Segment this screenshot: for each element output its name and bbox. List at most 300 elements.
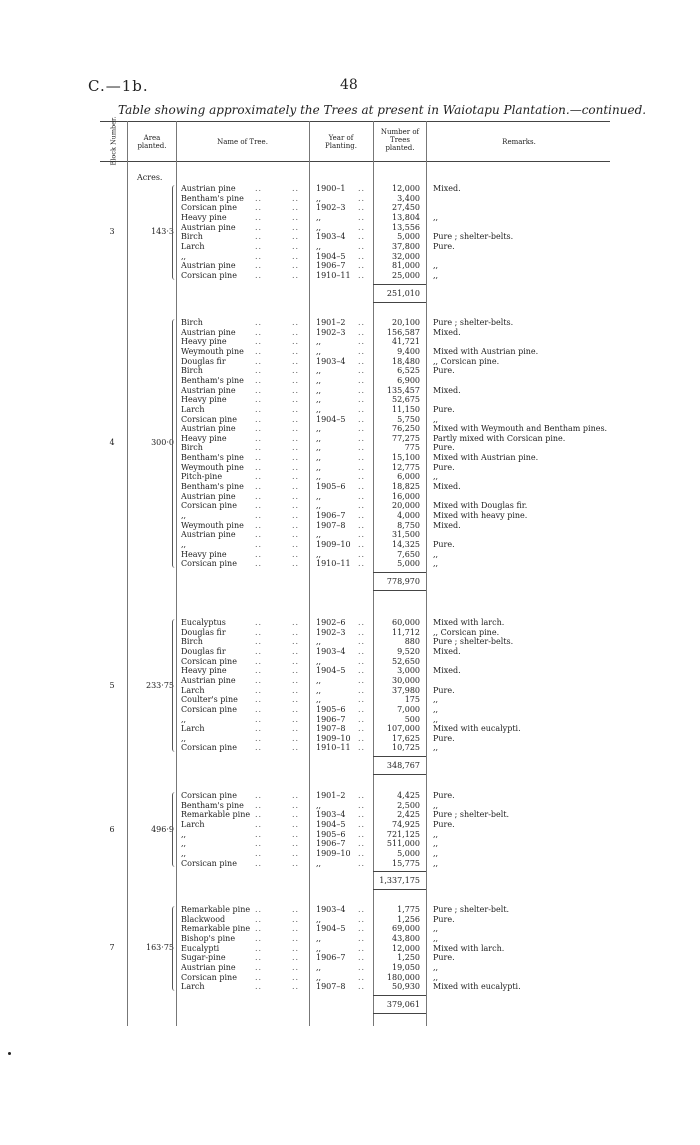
trees-planted: 12,000 — [392, 943, 420, 953]
trees-planted: 31,500 — [392, 530, 420, 540]
tree-name: Corsican pine — [181, 203, 237, 213]
leader-dots: .. — [292, 924, 300, 934]
planting-year: ,, — [316, 337, 322, 347]
remarks: Pure. — [433, 733, 455, 743]
leader-dots: .. — [292, 443, 300, 453]
remarks: ,, — [433, 714, 439, 724]
planting-year: 1900–1 — [316, 184, 346, 193]
leader-dots: .. — [255, 261, 263, 271]
trees-planted: 74,925 — [392, 819, 420, 829]
leader-dots: .. — [358, 212, 366, 222]
leader-dots: .. — [292, 385, 300, 395]
leader-dots: .. — [255, 982, 263, 992]
planting-year: 1906–7 — [316, 953, 346, 963]
leader-dots: .. — [358, 627, 366, 637]
leader-dots: .. — [292, 453, 300, 463]
leader-dots: .. — [255, 462, 263, 472]
tree-name: Bentham's pine — [181, 453, 244, 463]
leader-dots: .. — [255, 404, 263, 414]
trees-planted: 8,750 — [397, 520, 420, 530]
planting-year: ,, — [316, 453, 322, 463]
trees-planted: 2,425 — [397, 810, 420, 820]
trees-planted: 16,000 — [392, 491, 420, 501]
leader-dots: .. — [358, 530, 366, 540]
tree-name: Remarkable pine — [181, 905, 251, 914]
row-brace — [172, 906, 177, 991]
planting-year: 1906–7 — [316, 839, 346, 849]
tree-name: Douglas fir — [181, 646, 226, 656]
tree-name: Corsican pine — [181, 270, 237, 280]
block-total: 1,337,175 — [379, 876, 420, 886]
leader-dots: .. — [255, 241, 263, 251]
remarks: Mixed with eucalypti. — [433, 982, 521, 992]
leader-dots: .. — [292, 982, 300, 992]
tree-name: Douglas fir — [181, 356, 226, 366]
leader-dots: .. — [292, 472, 300, 482]
trees-planted: 775 — [404, 443, 420, 453]
planting-year: 1902–3 — [316, 627, 346, 637]
leader-dots: .. — [255, 193, 263, 203]
block-area: 143·3 — [151, 227, 174, 237]
tree-name: Heavy pine — [181, 549, 227, 559]
tree-name: Eucalypti — [181, 943, 220, 953]
leader-dots: .. — [292, 914, 300, 924]
tree-name: Austrian pine — [181, 184, 236, 193]
tree-name: Austrian pine — [181, 675, 236, 685]
leader-dots: .. — [358, 366, 366, 376]
planting-year: ,, — [316, 675, 322, 685]
trees-planted: 37,800 — [392, 241, 420, 251]
remarks: ,, — [433, 414, 439, 424]
planting-year: 1909–10 — [316, 733, 351, 743]
trees-planted: 12,775 — [392, 462, 420, 472]
leader-dots: .. — [292, 520, 300, 530]
tree-name: Bishop's pine — [181, 933, 236, 943]
block-total: 348,767 — [386, 761, 420, 771]
leader-dots: .. — [255, 848, 263, 858]
trees-planted: 2,500 — [397, 800, 420, 810]
trees-planted: 27,450 — [392, 203, 420, 213]
tree-name: ,, — [181, 848, 187, 858]
leader-dots: .. — [255, 375, 263, 385]
remarks: ,, — [433, 559, 439, 569]
tree-name: Corsican pine — [181, 656, 237, 666]
leader-dots: .. — [358, 559, 366, 569]
leader-dots: .. — [255, 511, 263, 520]
trees-planted: 13,804 — [392, 212, 420, 222]
remarks: Mixed with eucalypti. — [433, 724, 521, 734]
planting-year: ,, — [316, 472, 322, 482]
block-number: 5 — [109, 680, 115, 690]
tree-name: Austrian pine — [181, 327, 236, 337]
tree-name: Pitch-pine — [181, 472, 223, 482]
leader-dots: .. — [358, 905, 366, 914]
leader-dots: .. — [292, 839, 300, 849]
planting-year: 1909–10 — [316, 848, 351, 858]
leader-dots: .. — [292, 637, 300, 647]
trees-planted: 10,725 — [392, 743, 420, 753]
remarks: Pure. — [433, 791, 455, 800]
leader-dots: .. — [292, 714, 300, 724]
tree-name: Heavy pine — [181, 433, 227, 443]
leader-dots: .. — [255, 733, 263, 743]
planting-year: 1903–4 — [316, 232, 346, 242]
trees-planted: 11,150 — [392, 404, 420, 414]
leader-dots: .. — [358, 356, 366, 366]
tree-name: Weymouth pine — [181, 462, 244, 472]
leader-dots: .. — [358, 491, 366, 501]
trees-planted: 880 — [404, 637, 420, 647]
planting-year: 1903–4 — [316, 905, 346, 914]
leader-dots: .. — [358, 261, 366, 271]
leader-dots: .. — [358, 637, 366, 647]
tree-name: Birch — [181, 318, 203, 327]
leader-dots: .. — [292, 666, 300, 676]
planting-year: ,, — [316, 395, 322, 405]
planting-year: ,, — [316, 933, 322, 943]
leader-dots: .. — [255, 627, 263, 637]
leader-dots: .. — [292, 733, 300, 743]
tree-name: Corsican pine — [181, 972, 237, 982]
leader-dots: .. — [255, 327, 263, 337]
leader-dots: .. — [292, 953, 300, 963]
trees-planted: 37,980 — [392, 685, 420, 695]
leader-dots: .. — [292, 618, 300, 627]
planting-year: 1901–2 — [316, 791, 346, 800]
remarks: ,, — [433, 743, 439, 753]
planting-year: 1906–7 — [316, 261, 346, 271]
leader-dots: .. — [358, 375, 366, 385]
block-total: 251,010 — [386, 288, 420, 298]
tree-name: Blackwood — [181, 914, 226, 924]
subtotal-rule — [373, 756, 426, 757]
block-number: 3 — [109, 227, 115, 237]
tree-name: Corsican pine — [181, 704, 237, 714]
leader-dots: .. — [358, 482, 366, 492]
remarks: ,, Corsican pine. — [433, 627, 500, 637]
planting-year: 1904–5 — [316, 251, 346, 261]
leader-dots: .. — [358, 251, 366, 261]
remarks: ,, — [433, 972, 439, 982]
tree-name: Corsican pine — [181, 501, 237, 511]
leader-dots: .. — [292, 943, 300, 953]
leader-dots: .. — [292, 424, 300, 434]
planting-year: ,, — [316, 695, 322, 705]
leader-dots: .. — [255, 714, 263, 724]
leader-dots: .. — [292, 724, 300, 734]
tree-name: Corsican pine — [181, 559, 237, 569]
tree-name: Heavy pine — [181, 395, 227, 405]
leader-dots: .. — [358, 472, 366, 482]
block-number: 6 — [109, 824, 115, 834]
row-brace — [172, 185, 177, 280]
leader-dots: .. — [255, 724, 263, 734]
leader-dots: .. — [358, 933, 366, 943]
tree-name: Corsican pine — [181, 858, 237, 868]
leader-dots: .. — [292, 530, 300, 540]
trees-planted: 60,000 — [392, 618, 420, 627]
leader-dots: .. — [255, 337, 263, 347]
leader-dots: .. — [255, 539, 263, 549]
trees-planted: 76,250 — [392, 424, 420, 434]
remarks: ,, — [433, 270, 439, 280]
tree-name: Austrian pine — [181, 385, 236, 395]
remarks: Pure. — [433, 443, 455, 453]
block-number: 4 — [109, 438, 115, 448]
planting-year: 1903–4 — [316, 810, 346, 820]
leader-dots: .. — [255, 943, 263, 953]
remarks: Mixed. — [433, 327, 461, 337]
trees-planted: 721,125 — [386, 829, 420, 839]
leader-dots: .. — [292, 972, 300, 982]
stray-mark — [8, 1052, 11, 1055]
leader-dots: .. — [255, 656, 263, 666]
remarks: Mixed with larch. — [433, 618, 505, 627]
leader-dots: .. — [292, 905, 300, 914]
leader-dots: .. — [255, 819, 263, 829]
tree-name: Larch — [181, 241, 205, 251]
subtotal-rule — [373, 284, 426, 285]
subtotal-rule — [373, 995, 426, 996]
trees-planted: 15,775 — [392, 858, 420, 868]
tree-name: Larch — [181, 404, 205, 414]
leader-dots: .. — [255, 491, 263, 501]
document-reference: C.—1b. — [88, 77, 149, 95]
leader-dots: .. — [255, 933, 263, 943]
remarks: Pure ; shelter-belts. — [433, 318, 514, 327]
trees-planted: 3,000 — [397, 666, 420, 676]
tree-name: Bentham's pine — [181, 800, 244, 810]
leader-dots: .. — [358, 829, 366, 839]
trees-planted: 20,100 — [392, 318, 420, 327]
leader-dots: .. — [255, 424, 263, 434]
tree-name: Bentham's pine — [181, 375, 244, 385]
leader-dots: .. — [292, 848, 300, 858]
leader-dots: .. — [292, 695, 300, 705]
tree-name: ,, — [181, 839, 187, 849]
leader-dots: .. — [358, 549, 366, 559]
leader-dots: .. — [292, 327, 300, 337]
planting-year: 1904–5 — [316, 924, 346, 934]
tree-name: Bentham's pine — [181, 482, 244, 492]
leader-dots: .. — [292, 232, 300, 242]
subtotal-rule — [373, 871, 426, 872]
leader-dots: .. — [255, 743, 263, 753]
planting-year: 1909–10 — [316, 539, 351, 549]
trees-planted: 52,650 — [392, 656, 420, 666]
leader-dots: .. — [358, 270, 366, 280]
block-area: 300·0 — [151, 438, 174, 448]
trees-planted: 14,325 — [392, 539, 420, 549]
remarks: ,, Corsican pine. — [433, 356, 500, 366]
leader-dots: .. — [358, 848, 366, 858]
tree-name: Austrian pine — [181, 491, 236, 501]
leader-dots: .. — [358, 453, 366, 463]
remarks: ,, — [433, 800, 439, 810]
leader-dots: .. — [255, 549, 263, 559]
trees-planted: 1,256 — [397, 914, 420, 924]
acres-unit-label: Acres. — [137, 173, 163, 182]
block-area: 233·75 — [146, 680, 174, 690]
tree-name: Coulter's pine — [181, 695, 238, 705]
remarks: Mixed with larch. — [433, 943, 505, 953]
remarks: Pure. — [433, 539, 455, 549]
planting-year: ,, — [316, 404, 322, 414]
planting-year: ,, — [316, 656, 322, 666]
trees-planted: 107,000 — [386, 724, 420, 734]
remarks: Mixed with Weymouth and Bentham pines. — [433, 424, 608, 434]
planting-year: ,, — [316, 858, 322, 868]
leader-dots: .. — [358, 424, 366, 434]
leader-dots: .. — [255, 385, 263, 395]
planting-year: ,, — [316, 212, 322, 222]
remarks: ,, — [433, 212, 439, 222]
planting-year: ,, — [316, 385, 322, 395]
remarks: Mixed. — [433, 482, 461, 492]
leader-dots: .. — [255, 905, 263, 914]
leader-dots: .. — [358, 385, 366, 395]
leader-dots: .. — [292, 395, 300, 405]
leader-dots: .. — [358, 184, 366, 193]
trees-planted: 17,625 — [392, 733, 420, 743]
subtotal-rule — [373, 1013, 426, 1014]
leader-dots: .. — [255, 184, 263, 193]
remarks: Pure. — [433, 241, 455, 251]
tree-name: ,, — [181, 251, 187, 261]
leader-dots: .. — [255, 212, 263, 222]
leader-dots: .. — [292, 193, 300, 203]
tree-name: Austrian pine — [181, 222, 236, 232]
leader-dots: .. — [255, 203, 263, 213]
leader-dots: .. — [358, 982, 366, 992]
remarks: ,, — [433, 858, 439, 868]
trees-planted: 1,250 — [397, 953, 420, 963]
leader-dots: .. — [358, 501, 366, 511]
leader-dots: .. — [255, 395, 263, 405]
leader-dots: .. — [255, 637, 263, 647]
leader-dots: .. — [255, 346, 263, 356]
trees-planted: 6,525 — [397, 366, 420, 376]
leader-dots: .. — [358, 346, 366, 356]
leader-dots: .. — [255, 685, 263, 695]
leader-dots: .. — [358, 520, 366, 530]
row-brace — [172, 792, 177, 867]
leader-dots: .. — [255, 414, 263, 424]
remarks: ,, — [433, 472, 439, 482]
leader-dots: .. — [292, 414, 300, 424]
tree-name: Eucalyptus — [181, 618, 226, 627]
tree-name: ,, — [181, 539, 187, 549]
leader-dots: .. — [358, 232, 366, 242]
leader-dots: .. — [292, 212, 300, 222]
leader-dots: .. — [358, 704, 366, 714]
trees-planted: 4,425 — [397, 791, 420, 800]
planting-year: ,, — [316, 366, 322, 376]
leader-dots: .. — [292, 559, 300, 569]
planting-year: 1905–6 — [316, 482, 346, 492]
leader-dots: .. — [255, 791, 263, 800]
tree-name: ,, — [181, 714, 187, 724]
trees-planted: 12,000 — [392, 184, 420, 193]
trees-planted: 6,900 — [397, 375, 420, 385]
trees-planted: 32,000 — [392, 251, 420, 261]
remarks: Pure. — [433, 914, 455, 924]
remarks: Mixed. — [433, 646, 461, 656]
leader-dots: .. — [292, 858, 300, 868]
planting-year: 1904–5 — [316, 414, 346, 424]
leader-dots: .. — [358, 675, 366, 685]
leader-dots: .. — [255, 666, 263, 676]
trees-planted: 175 — [404, 695, 420, 705]
leader-dots: .. — [292, 656, 300, 666]
leader-dots: .. — [255, 858, 263, 868]
leader-dots: .. — [255, 829, 263, 839]
tree-name: Birch — [181, 443, 203, 453]
page-number: 48 — [340, 77, 358, 93]
tree-name: Larch — [181, 724, 205, 734]
leader-dots: .. — [358, 972, 366, 982]
leader-dots: .. — [358, 395, 366, 405]
planting-year: 1902–6 — [316, 618, 346, 627]
remarks: Mixed. — [433, 666, 461, 676]
row-brace — [172, 619, 177, 752]
leader-dots: .. — [255, 433, 263, 443]
trees-planted: 511,000 — [386, 839, 420, 849]
leader-dots: .. — [292, 462, 300, 472]
tree-name: Larch — [181, 685, 205, 695]
leader-dots: .. — [255, 366, 263, 376]
block-number: 7 — [109, 943, 115, 953]
remarks: Mixed with heavy pine. — [433, 511, 528, 520]
leader-dots: .. — [292, 251, 300, 261]
planting-year: ,, — [316, 424, 322, 434]
leader-dots: .. — [292, 549, 300, 559]
leader-dots: .. — [358, 839, 366, 849]
leader-dots: .. — [292, 482, 300, 492]
planting-year: ,, — [316, 800, 322, 810]
tree-name: Heavy pine — [181, 666, 227, 676]
planting-year: ,, — [316, 685, 322, 695]
leader-dots: .. — [358, 618, 366, 627]
trees-planted: 19,050 — [392, 962, 420, 972]
remarks: Pure ; shelter-belt. — [433, 905, 510, 914]
remarks: Pure. — [433, 366, 455, 376]
trees-planted: 50,930 — [392, 982, 420, 992]
column-divider — [127, 121, 128, 1026]
subtotal-rule — [373, 572, 426, 573]
trees-planted: 20,000 — [392, 501, 420, 511]
leader-dots: .. — [358, 714, 366, 724]
subtotal-rule — [373, 590, 426, 591]
remarks: Mixed. — [433, 385, 461, 395]
leader-dots: .. — [255, 618, 263, 627]
trees-planted: 5,000 — [397, 559, 420, 569]
tree-name: ,, — [181, 733, 187, 743]
leader-dots: .. — [292, 627, 300, 637]
planting-year: ,, — [316, 501, 322, 511]
leader-dots: .. — [292, 685, 300, 695]
planting-year: 1902–3 — [316, 327, 346, 337]
leader-dots: .. — [358, 193, 366, 203]
remarks: Pure ; shelter-belt. — [433, 810, 510, 820]
leader-dots: .. — [358, 914, 366, 924]
leader-dots: .. — [255, 695, 263, 705]
leader-dots: .. — [292, 491, 300, 501]
leader-dots: .. — [255, 953, 263, 963]
leader-dots: .. — [255, 924, 263, 934]
remarks: ,, — [433, 549, 439, 559]
trees-planted: 43,800 — [392, 933, 420, 943]
